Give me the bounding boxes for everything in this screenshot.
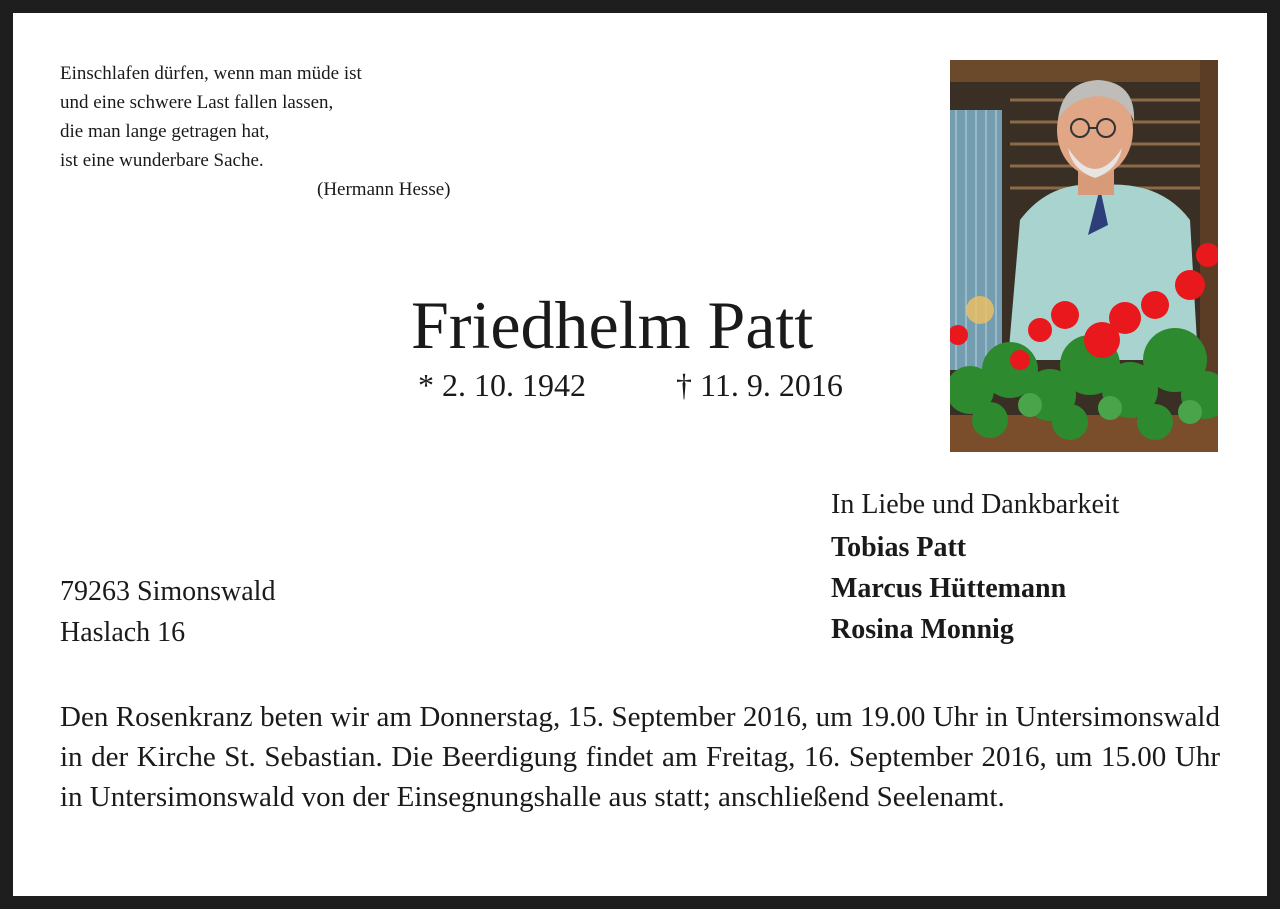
death-date: † 11. 9. 2016 [676,367,843,403]
mourner-name: Rosina Monnig [831,614,1014,645]
mourner-name: Marcus Hüttemann [831,573,1067,604]
portrait-photo [950,60,1218,452]
address-block [60,571,275,653]
address-city: 79263 Simonswald [60,576,276,607]
funeral-notice: Den Rosenkranz beten wir am Donnerstag, 15. September 2016, um 19.00 Uhr in Untersimonswald in der Kirche St. Sebastian. Die Beerdigung findet am Freitag, 16. September 2016, um 15.00 Uhr in Untersimonswald von der Einsegnungshalle aus statt; anschließend Seelenamt. [60,701,1220,813]
obituary-card [13,13,1267,896]
thanks-block [831,483,1119,650]
address-street: Haslach 16 [60,617,186,648]
mourner-name: Tobias Patt [831,532,967,563]
birth-date: * 2. 10. 1942 [418,367,586,403]
quote-line: Einschlafen dürfen, wenn man müde ist [60,63,362,84]
thanks-heading: In Liebe und Dankbarkeit [831,489,1120,520]
deceased-name: Friedhelm Patt [411,287,814,363]
quote-author: (Hermann Hesse) [317,179,451,200]
quote-line: die man lange getragen hat, [60,121,270,142]
hesse-quote [60,59,450,204]
portrait-illustration [950,60,1218,452]
quote-line: und eine schwere Last fallen lassen, [60,92,334,113]
quote-line: ist eine wunderbare Sache. [60,150,264,171]
